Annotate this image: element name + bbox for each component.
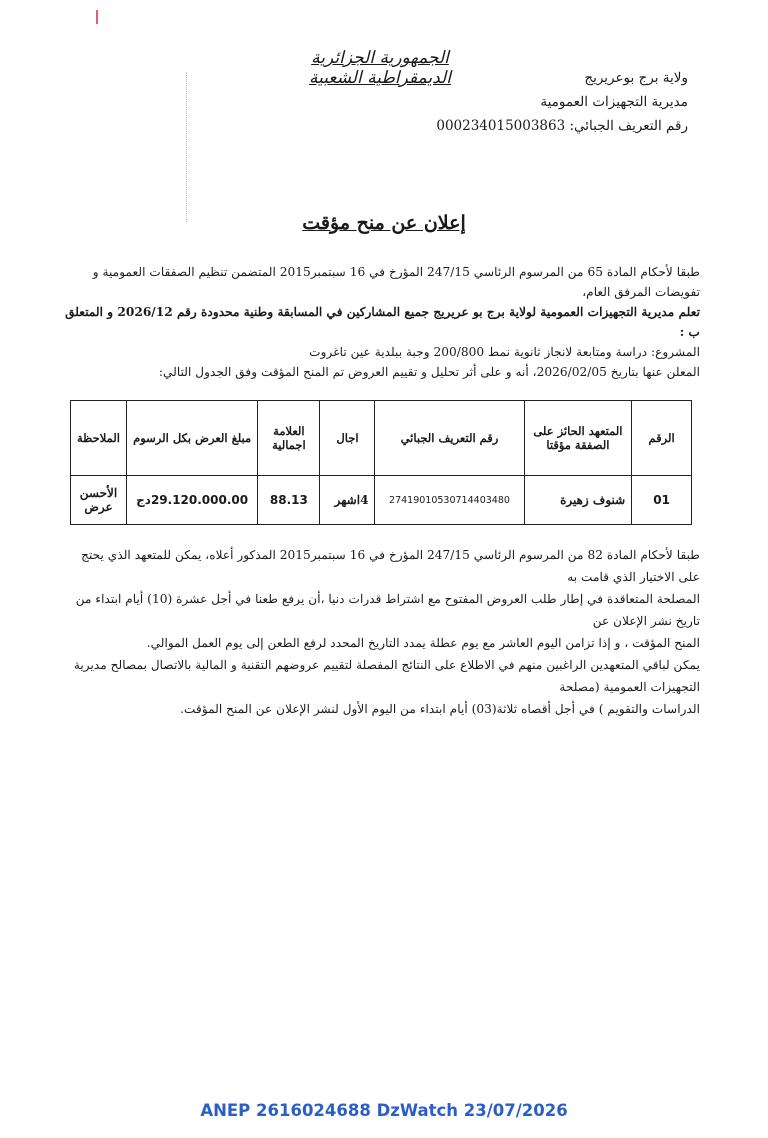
cell-tax-id: 27419010530714403480	[375, 476, 524, 525]
announcement-title: إعلان عن منح مؤقت	[302, 212, 466, 234]
col-amount: مبلغ العرض بكل الرسوم	[126, 401, 257, 476]
wilaya-label: ولاية برج بوعريريج	[584, 70, 688, 86]
closing-line-5: الدراسات والتقويم ) في أجل أقصاه ثلاثة(03) أيام ابتداء من اليوم الأول لنشر الإعلان عن المنح المؤقت.	[180, 702, 700, 716]
col-score: العلامة اجمالية	[258, 401, 320, 476]
cell-amount: 29.120.000.00دج	[126, 476, 257, 525]
scan-mark	[96, 10, 98, 24]
col-duration: اجال	[320, 401, 375, 476]
col-note: الملاحظة	[71, 401, 127, 476]
col-tax-id: رقم التعريف الجبائي	[375, 401, 524, 476]
cell-note: الأحسن عرض	[71, 476, 127, 525]
table-header-row	[71, 401, 692, 476]
publication-reference: ANEP 2616024688 DzWatch 23/07/2026	[200, 1101, 568, 1120]
republic-heading: الجمهورية الجزائرية الديمقراطية الشعبية	[309, 48, 451, 88]
col-bidder: المتعهد الحائز على الصفقة مؤقتا	[524, 401, 632, 476]
intro-line-1: طبقا لأحكام المادة 65 من المرسوم الرئاسي 247/15 المؤرخ في 16 سبتمبر2015 المتضمن تنظيم الصفقات العمومية و تفويضات المرفق العام،	[92, 265, 700, 299]
award-table	[70, 400, 692, 525]
col-number: الرقم	[632, 401, 692, 476]
cell-bidder: شنوف زهيرة	[524, 476, 632, 525]
directorate-label: مديرية التجهيزات العمومية	[540, 94, 688, 110]
closing-line-3: المنح المؤقت ، و إذا تزامن اليوم العاشر مع يوم عطلة يمدد التاريخ المحدد لرفع الطعن إلى يوم العمل الموالي.	[146, 636, 700, 650]
closing-paragraph	[60, 544, 700, 720]
award-table-wrapper	[70, 400, 692, 525]
closing-line-4: يمكن لباقي المتعهدين الراغبين منهم في الاطلاع على النتائج المفصلة لتقييم عروضهم التقنية و المالية بالاتصال بمصالح مديرية التجهيزات العمومية (مصلحة	[73, 658, 700, 694]
table-row	[71, 476, 692, 525]
closing-line-2: المصلحة المتعاقدة في إطار طلب العروض المفتوح مع اشتراط قدرات دنيا ،أن يرفع طعنا في أجل عشرة (10) أيام ابتداء من تاريخ نشر الإعلان عن	[75, 592, 700, 628]
scan-dotted-line	[186, 72, 189, 222]
cell-duration: 4اشهر	[320, 476, 375, 525]
intro-paragraph	[60, 262, 700, 382]
intro-line-2: تعلم مديرية التجهيزات العمومية لولاية برج بو عريريج جميع المشاركين في المسابقة وطنية محدودة رقم 2026/12 و المتعلق ب :	[65, 305, 700, 339]
cell-score: 88.13	[258, 476, 320, 525]
tax-id-label: رقم التعريف الجبائي: 000234015003863	[436, 118, 688, 134]
intro-line-3: المشروع: دراسة ومتابعة لانجاز ثانوية نمط 200/800 وجبة ببلدية عين تاغروت	[309, 345, 700, 359]
cell-number: 01	[632, 476, 692, 525]
closing-line-1: طبقا لأحكام المادة 82 من المرسوم الرئاسي 247/15 المؤرخ في 16 سبتمبر2015 المذكور أعلاه، يمكن للمتعهد الذي يحتج على الاختيار الذي قامت به	[81, 548, 700, 584]
intro-line-4: المعلن عنها بتاريخ 2026/02/05، أنه و على أثر تحليل و تقييم العروض تم المنح المؤقت وفق الجدول التالي:	[158, 365, 700, 379]
